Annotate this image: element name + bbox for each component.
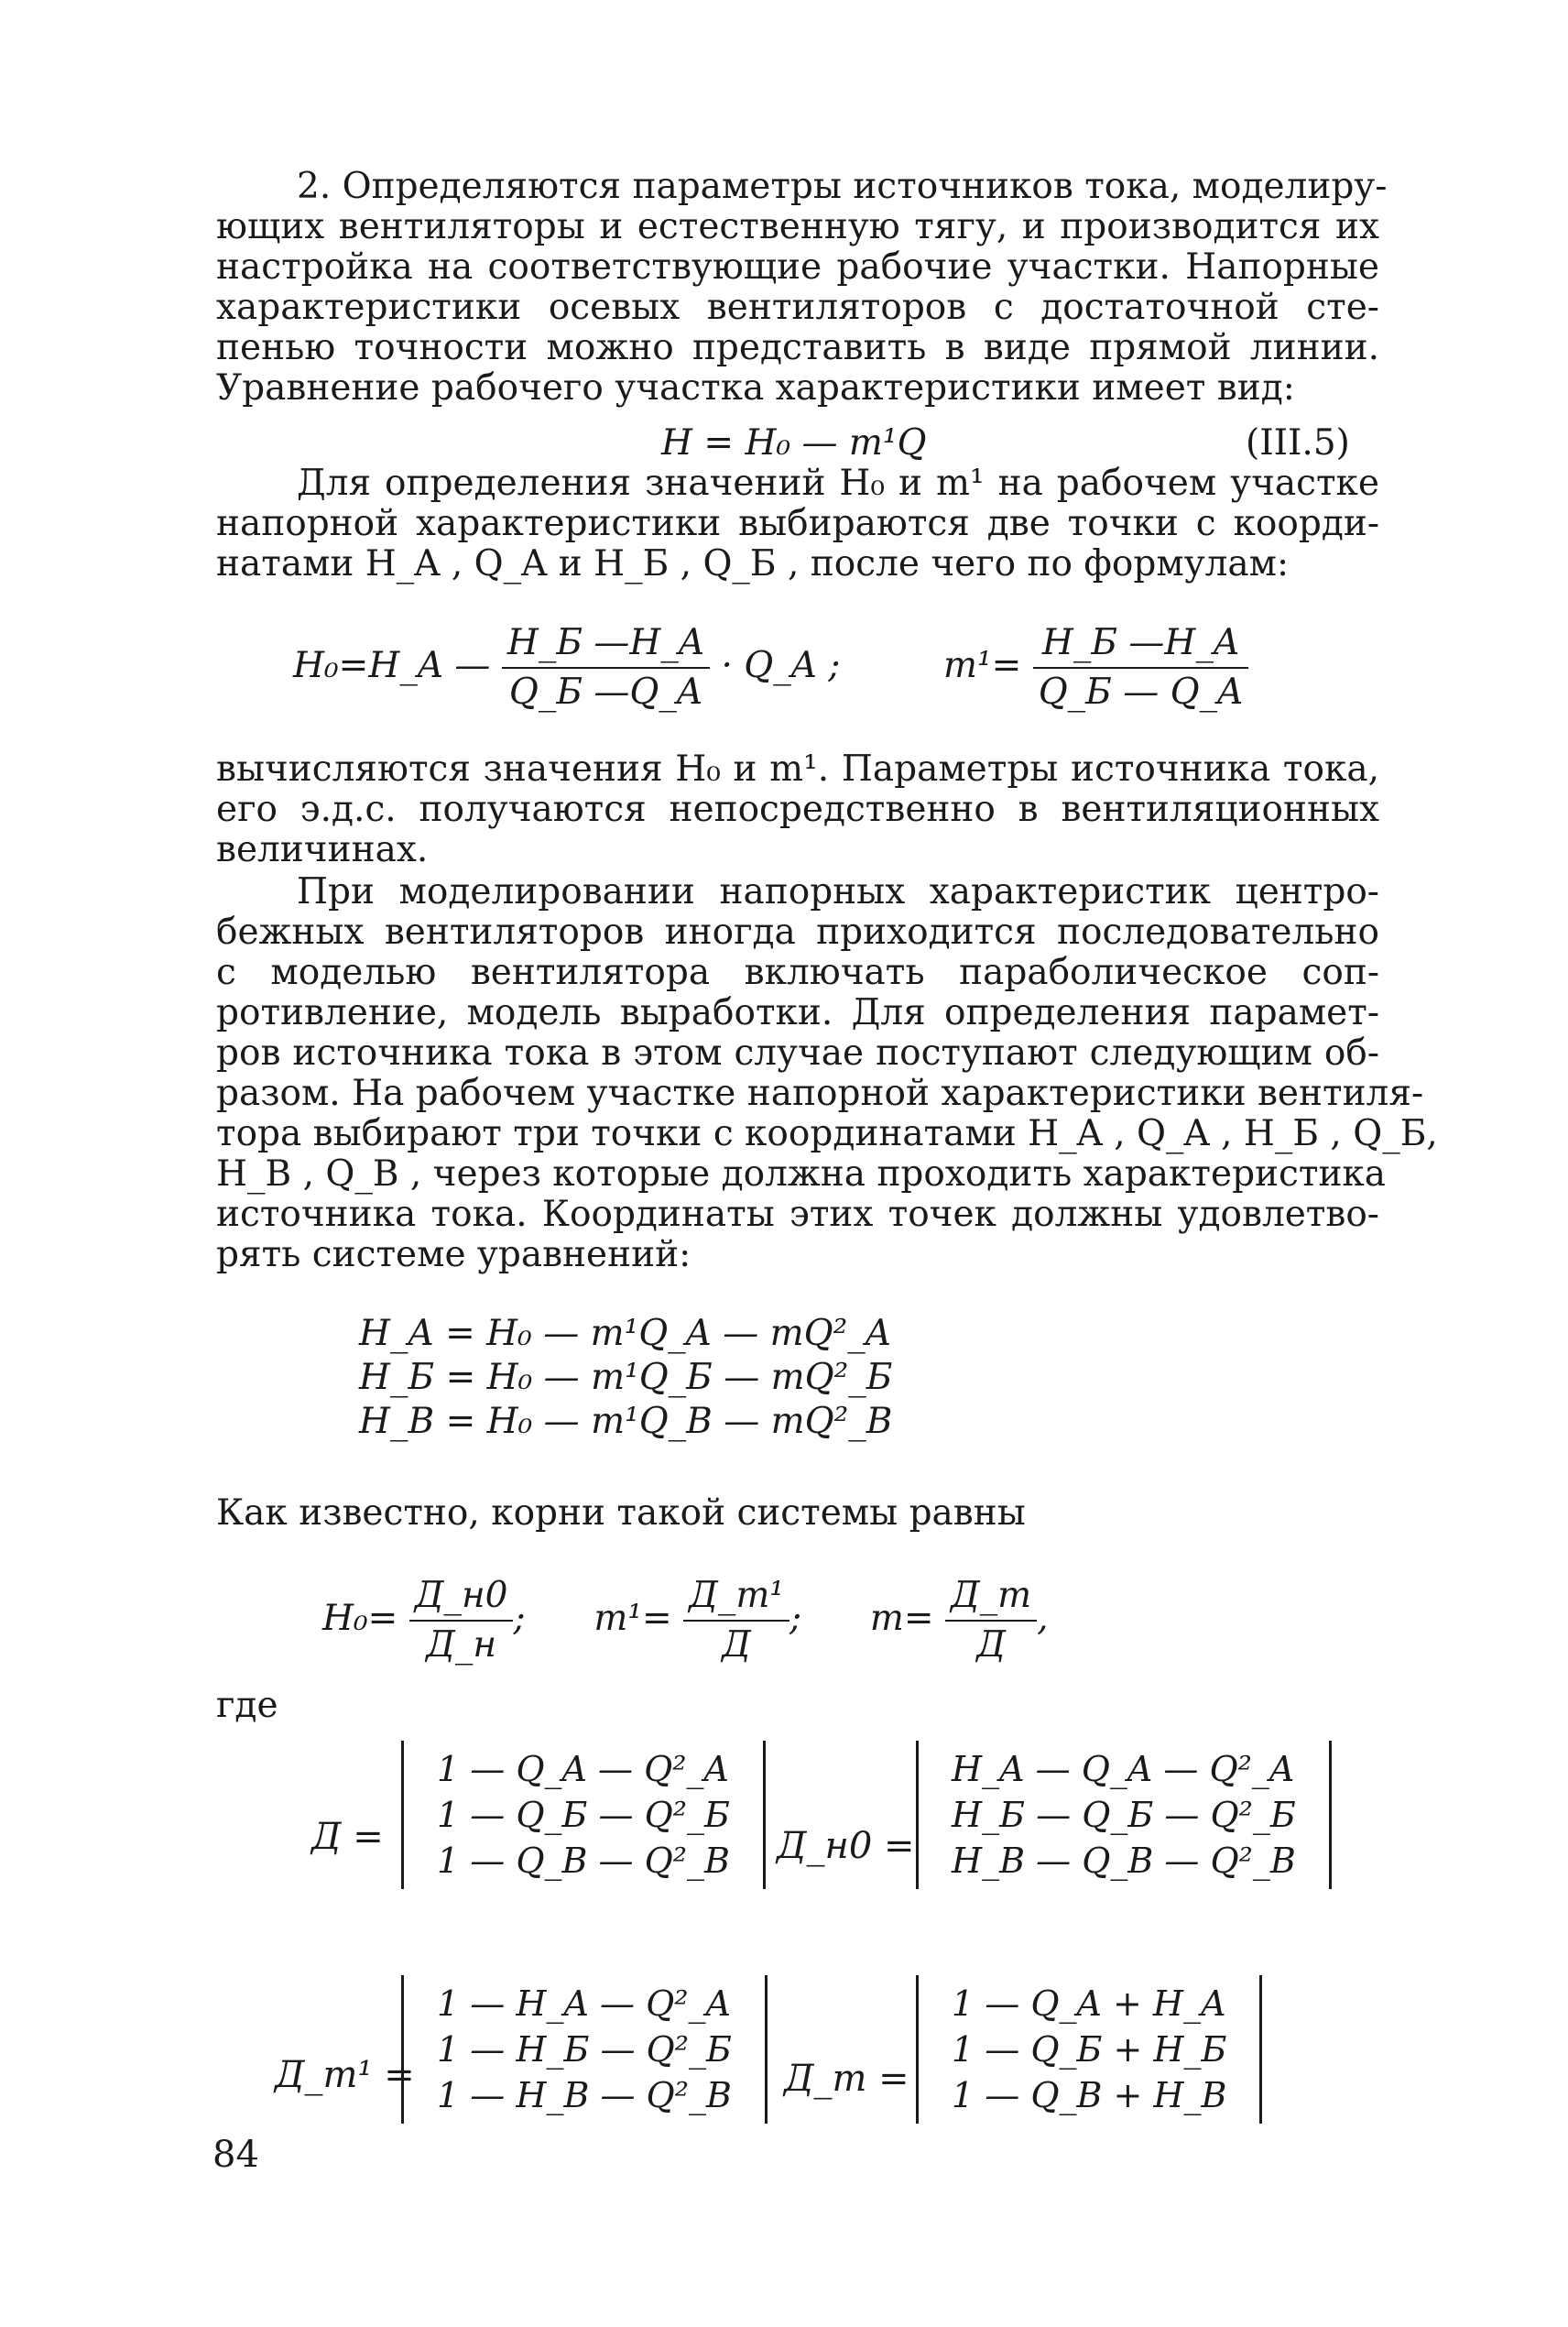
fraction-denominator: Q_Б — Q_A <box>1038 672 1244 713</box>
fraction-denominator: Д_н <box>426 1624 497 1666</box>
separator: ; <box>789 1598 802 1639</box>
text-line: Как известно, корни такой системы равны <box>216 1492 1026 1534</box>
text-line: разом. На рабочем участке напорной характеристики вентиля- <box>216 1073 1424 1114</box>
fraction-numerator: Д_н0 <box>409 1576 514 1622</box>
text-line: рять системе уравнений: <box>216 1234 691 1275</box>
text-line: величинах. <box>216 829 429 870</box>
text-line: пенью точности можно представить в виде прямой линии. <box>216 327 1379 368</box>
fraction <box>945 1576 1037 1666</box>
equation-label: (III.5) <box>1246 422 1350 464</box>
text-line: H_В , Q_В , через которые должна проходить характеристика <box>216 1153 1387 1195</box>
matrix-row: 1 — Q_В + H_В <box>952 2075 1227 2115</box>
equation-iii5: H = H₀ — m¹Q <box>661 422 927 464</box>
matrix-row: 1 — Q_В — Q²_В <box>437 1841 730 1881</box>
text-line: вычисляются значения H₀ и m¹. Параметры источника тока, <box>216 748 1379 790</box>
text-line: тора выбирают три точки с координатами H_A , Q_A , H_Б , Q_Б, <box>216 1113 1438 1154</box>
matrix-row: H_Б — Q_Б — Q²_Б <box>952 1795 1296 1835</box>
fraction <box>683 1576 789 1666</box>
text-line: настройка на соответствующие рабочие участки. Напорные <box>216 246 1379 288</box>
text-line: При моделировании напорных характеристик центро- <box>297 871 1379 912</box>
root-m1-lhs: m¹= <box>593 1598 672 1639</box>
separator: ; <box>513 1598 526 1639</box>
equation-system <box>359 1312 892 1444</box>
matrix-dn0-label: Д_н0 = <box>777 1825 915 1867</box>
paragraph-1 <box>216 166 1388 409</box>
formula-tail: · Q_A ; <box>721 645 841 686</box>
fraction <box>1033 623 1249 713</box>
text-line: с моделью вентилятора включать параболическое соп- <box>216 952 1379 993</box>
separator: , <box>1037 1598 1049 1639</box>
text-line: характеристики осевых вентиляторов с достаточной сте- <box>216 287 1379 328</box>
system-equation: H_Б = H₀ — m¹Q_Б — mQ²_Б <box>359 1357 893 1398</box>
matrix-dm-label: Д_m = <box>784 2058 909 2100</box>
fraction-numerator: Д_m <box>945 1576 1037 1622</box>
fraction-numerator: H_Б —H_A <box>502 623 710 669</box>
root-m-lhs: m= <box>869 1598 934 1639</box>
paragraph-2 <box>216 464 1379 584</box>
matrix-d <box>401 1741 766 1889</box>
text-line: бежных вентиляторов иногда приходится последовательно <box>216 912 1379 953</box>
fraction-denominator: Q_Б —Q_A <box>508 672 703 713</box>
matrix-row: 1 — Q_Б + H_Б <box>952 2029 1227 2070</box>
paragraph-3 <box>216 749 1379 870</box>
matrix-dn0 <box>916 1741 1332 1889</box>
formula-h0 <box>293 623 840 713</box>
formula-lhs: H₀=H_A — <box>293 645 491 686</box>
text-line: источника тока. Координаты этих точек должны удовлетво- <box>216 1194 1379 1235</box>
text-line: напорной характеристики выбираются две точки с коорди- <box>216 503 1379 544</box>
system-equation: H_A = H₀ — m¹Q_A — mQ²_A <box>359 1313 891 1354</box>
matrix-row: H_A — Q_A — Q²_A <box>952 1749 1295 1789</box>
system-equation: H_В = H₀ — m¹Q_В — mQ²_В <box>359 1401 893 1442</box>
paragraph-5 <box>216 1493 1379 1534</box>
text-line: натами H_A , Q_A и H_Б , Q_Б , после чего по формулам: <box>216 543 1290 584</box>
matrix-row: 1 — H_Б — Q²_Б <box>437 2029 732 2070</box>
formula-lhs: m¹= <box>943 645 1022 686</box>
fraction-denominator: Д <box>976 1624 1006 1666</box>
text-line: его э.д.с. получаются непосредственно в вентиляционных <box>216 789 1379 830</box>
fraction <box>409 1576 514 1666</box>
fraction-numerator: H_Б —H_A <box>1033 623 1249 669</box>
fraction-numerator: Д_m¹ <box>683 1576 789 1622</box>
fraction-denominator: Д <box>722 1624 751 1666</box>
text-line: 2. Определяются параметры источников тока, моделиру- <box>297 166 1388 207</box>
text-line: где <box>216 1685 278 1726</box>
matrix-row: 1 — H_A — Q²_A <box>437 1983 731 2024</box>
formula-m1 <box>943 623 1248 713</box>
roots-formulas <box>322 1576 1049 1666</box>
matrix-row: 1 — Q_A — Q²_A <box>437 1749 729 1789</box>
matrix-row: 1 — H_В — Q²_В <box>437 2075 732 2115</box>
page-number: 84 <box>212 2134 259 2176</box>
text-line: Уравнение рабочего участка характеристики имеет вид: <box>216 367 1295 409</box>
matrix-d-label: Д = <box>311 1816 384 1858</box>
where-text <box>216 1686 1379 1726</box>
matrix-dm <box>916 1975 1262 2124</box>
text-line: ющих вентиляторы и естественную тягу, и производится их <box>216 206 1379 247</box>
text-line: Для определения значений H₀ и m¹ на рабочем участке <box>297 463 1379 504</box>
paragraph-4 <box>216 871 1438 1275</box>
root-h0-lhs: H₀= <box>322 1598 398 1639</box>
matrix-dm1 <box>401 1975 768 2124</box>
fraction <box>502 623 710 713</box>
matrix-row: H_В — Q_В — Q²_В <box>952 1841 1296 1881</box>
text-line: ров источника тока в этом случае поступают следующим об- <box>216 1032 1379 1074</box>
text-line: ротивление, модель выработки. Для определения парамет- <box>216 992 1379 1033</box>
matrix-dm1-label: Д_m¹ = <box>275 2054 415 2096</box>
matrix-row: 1 — Q_A + H_A <box>952 1983 1226 2024</box>
matrix-row: 1 — Q_Б — Q²_Б <box>437 1795 730 1835</box>
